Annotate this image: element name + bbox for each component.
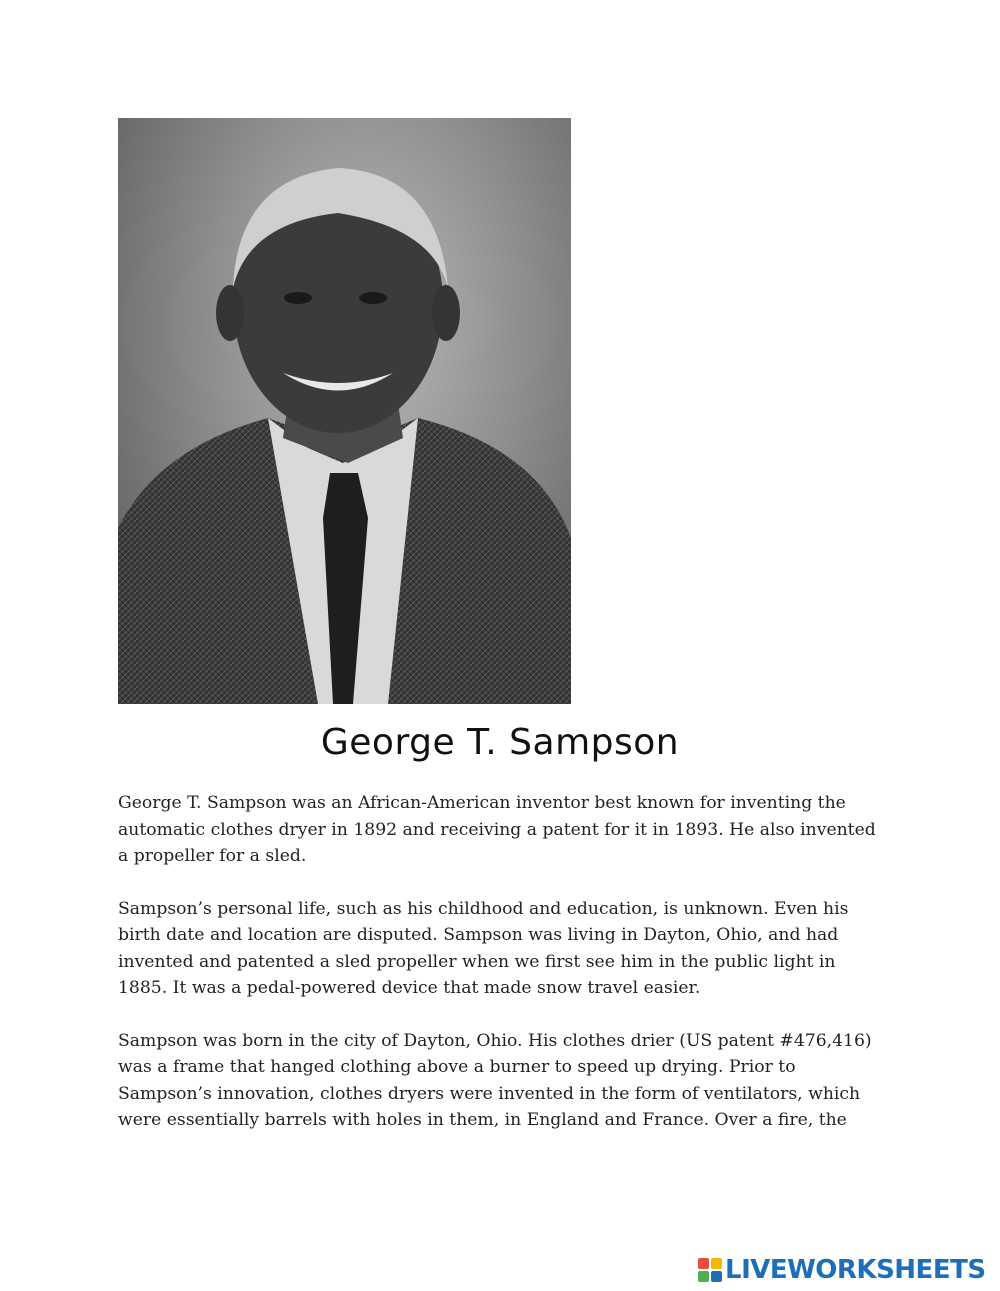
liveworksheets-logo[interactable] [698,1255,986,1285]
portrait-photo [118,118,571,704]
paragraph-2: Sampson’s personal life, such as his childhood and education, is unknown. Even his birth date and location are disputed. Sampson was living in Dayton, Ohio, and had invented and patented a sled propeller when we first see him in the public light in 1885. It was a pedal-powered device that made snow travel easier. [118,898,849,998]
article-body [118,790,888,1160]
logo-text: LIVEWORKSHEETS [725,1255,986,1285]
paragraph-1: George T. Sampson was an African-American inventor best known for inventing the automatic clothes dryer in 1892 and receiving a patent for it in 1893. He also invented a propeller for a sled. [118,793,876,866]
page-title: George T. Sampson [320,722,680,763]
liveworksheets-logo-icon [698,1258,722,1282]
portrait-photo-icon [118,118,571,704]
paragraph-3: Sampson was born in the city of Dayton, Ohio. His clothes drier (US patent #476,416) was a frame that hanged clothing above a burner to speed up drying. Prior to Sampson’s innovation, clothes dryers were invented in the form of ventilators, which were essentially barrels with holes in them, in England and France. Over a fire, the [118,1030,872,1130]
